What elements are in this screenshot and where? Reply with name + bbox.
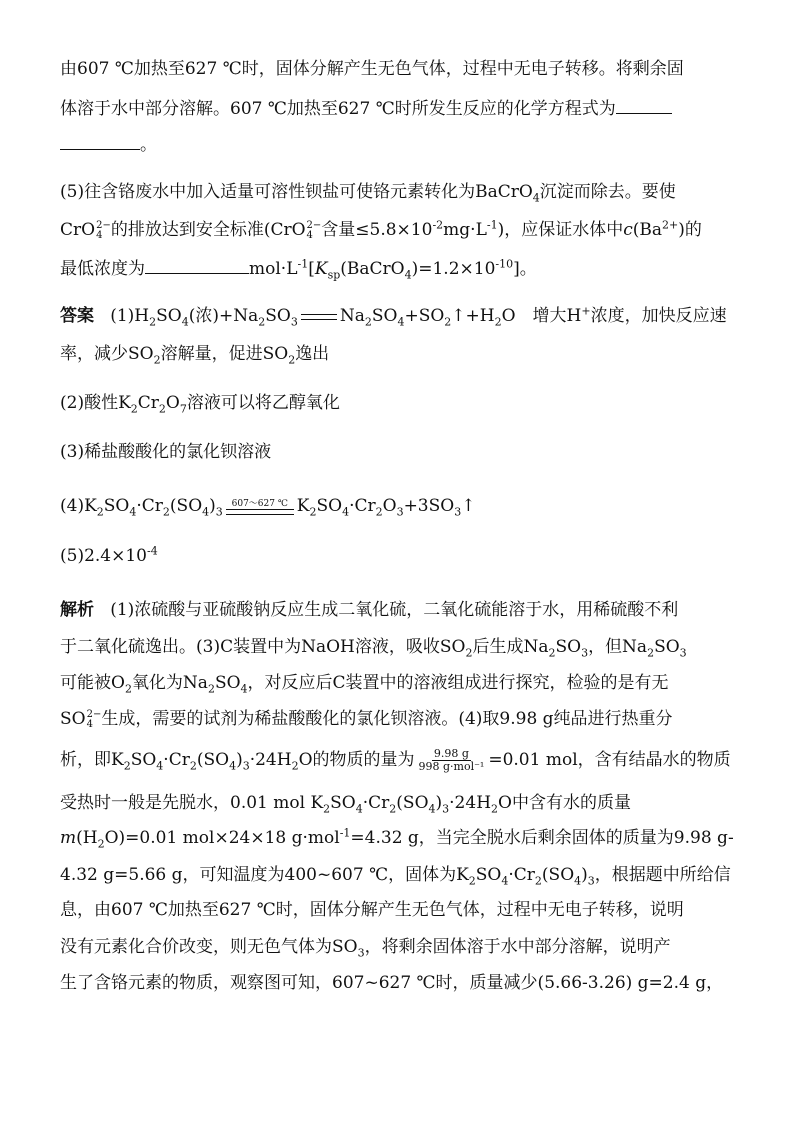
analysis-line-3: 可能被$O_2$氧化为$Na_2SO_4$，对反应后C装置中的溶液组成进行探究，检验的是有无: [60, 673, 669, 696]
sulfate-charge: 2− 4: [86, 708, 102, 730]
analysis-line-10: 没有元素化合价改变，则无色气体为$SO_3$，将剩余固体溶于水中部分溶解，说明产: [60, 937, 671, 960]
question-4-line-2: 体溶于水中部分溶解。607 ℃加热至627 ℃时所发生反应的化学方程式为: [60, 97, 672, 120]
chromate-charge: 2− 4: [306, 219, 322, 241]
question-5-line-3: 最低浓度为 $mol\cdot L^{-1}[K_{sp}(BaCrO_4)=1.2\times 10^{-10}]$。: [60, 257, 537, 282]
answer-1-line-2: 率，减少$SO_2$溶解量，促进$SO_2$逸出: [60, 344, 330, 367]
answer-blank: [145, 257, 249, 274]
analysis-line-8: 4.32 g=5.66 g，可知温度为400~607 ℃，固体为$K_2SO_4\cdot Cr_2(SO_4)_3$，根据题中所给信: [60, 865, 731, 888]
answer-label: 答案: [60, 306, 94, 326]
analysis-line-6: 受热时一般是先脱水，0.01 mol $K_2SO_4\cdot Cr_2(SO_4)_3\cdot 24H_2O$中含有水的质量: [60, 793, 631, 816]
analysis-line-1: 解析 (1)浓硫酸与亚硫酸钠反应生成二氧化硫，二氧化硫能溶于水，用稀硫酸不利: [60, 600, 679, 620]
answer-blank: [616, 97, 672, 114]
analysis-line-11: 生了含铬元素的物质，观察图可知，607~627 ℃时，质量减少(5.66-3.26) g=2.4 g，: [60, 973, 724, 993]
analysis-line-2: 于二氧化硫逸出。(3)C装置中为NaOH溶液，吸收$SO_2$后生成$Na_2SO_3$，但$Na_2SO_3$: [60, 637, 687, 660]
answer-blank: [60, 133, 140, 150]
reaction-arrow: 607～627 ℃: [226, 499, 294, 515]
molar-fraction: $\frac{9.98 g}{\text{998 g·mol⁻¹}}$: [418, 747, 485, 773]
question-5-line-1: (5)往含铬废水中加入适量可溶性钡盐可使铬元素转化为BaCrO$_4$沉淀而除去。要使: [60, 182, 676, 205]
question-4-line-1: 由607 ℃加热至627 ℃时，固体分解产生无色气体，过程中无电子转移。将剩余固: [60, 59, 684, 79]
answer-3: (3)稀盐酸酸化的氯化钡溶液: [60, 442, 272, 462]
answer-5: $(5)2.4\times 10^{-4}$: [60, 544, 158, 566]
answer-1-line-1: 答案 $(1)H_2SO_4$(浓)$+Na_2SO_3$ $Na_2SO_4+SO_2↑+H_2O$ 增大H+浓度，加快反应速: [60, 304, 727, 329]
answer-2: (2)酸性$K_2Cr_2O_7$溶液可以将乙醇氧化: [60, 393, 340, 416]
answer-4: $(4)K_2SO_4\cdot Cr_2(SO_4)_3$ 607～627 ℃ $K_2SO_4\cdot Cr_2O_3+3SO_3↑$: [60, 496, 476, 519]
analysis-line-7: $m(H_2O)=0.01$ mol×24×18 g·mol$^{-1}$=4.32 g，当完全脱水后剩余固体的质量为9.98 g-: [60, 826, 734, 851]
analysis-line-5: 析，即$K_2SO_4\cdot Cr_2(SO_4)_3\cdot 24H_2O$的物质的量为 $\frac{9.98 g}{\text{998 g·mol⁻¹}}$ =0.01 mol，含有结晶水的物质: [60, 747, 731, 773]
question-5-line-2: CrO 2− 4 的排放达到安全标准(CrO 2− 4 含量$\le 5.8\times 10^{-2}mg\cdot L^{-1}$)，应保证水体中$c(Ba^{2+})$的: [60, 218, 702, 241]
analysis-label: 解析: [60, 600, 94, 620]
question-4-line-3: 。: [60, 133, 157, 156]
analysis-line-9: 息，由607 ℃加热至627 ℃时，固体分解产生无色气体，过程中无电子转移，说明: [60, 900, 684, 920]
analysis-line-4: SO 2− 4 生成，需要的试剂为稀盐酸酸化的氯化钡溶液。(4)取9.98 g纯品进行热重分: [60, 708, 673, 730]
chromate-charge: 2− 4: [96, 219, 111, 241]
reaction-arrow: [301, 314, 337, 320]
